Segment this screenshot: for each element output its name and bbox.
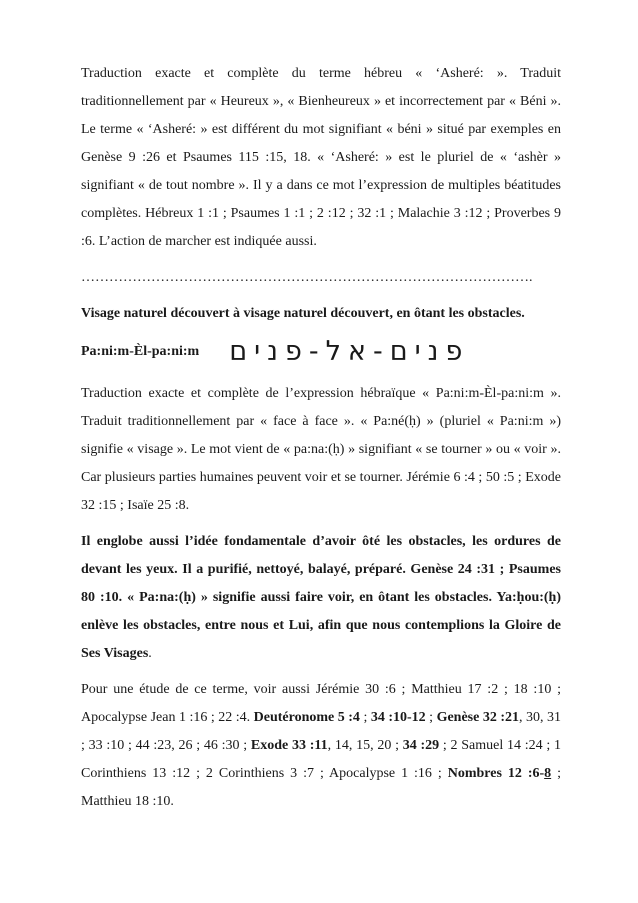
ref-bold: Genèse 32 :21 — [436, 710, 520, 725]
ref-text: ; — [359, 710, 371, 725]
ref-text: , 14, 15, 20 ; — [327, 738, 403, 753]
ref-text: ; 2 Samuel 14 :24 ; 1 Corinthiens 13 :12 ; 2 Corinthiens 3 :7 ; Apocalypse 1 :16 ; — [81, 738, 561, 781]
section-heading: Visage naturel découvert à visage naturel découvert, en ôtant les obstacles. — [81, 306, 525, 321]
spacer — [81, 668, 561, 676]
hebrew-term-line — [81, 332, 561, 372]
paragraph-references — [81, 676, 561, 816]
ref-text: Pour une étude de ce terme, voir aussi Jérémie 30 :6 ; Matthieu 17 :2 ; 18 :10 ; Apocalypse Jean 1 :16 ; 22 :4. — [81, 682, 561, 725]
spacer — [81, 256, 561, 264]
hebrew-text: פנים-אל-פנים — [229, 336, 470, 367]
spacer — [81, 372, 561, 380]
dotted-separator: ……………………………………………………………………………………. — [81, 270, 533, 285]
ref-bold: Nombres 12 :6- — [447, 766, 545, 781]
spacer — [81, 520, 561, 528]
bold-text: Il englobe aussi l’idée fondamentale d’avoir ôté les obstacles, les ordures de devant les yeux. Il a purifié, nettoyé, balayé, préparé. Genèse 24 :31 ; Psaumes 80 :10. « Pa:na:(ḥ) » signifie aussi faire voir, en ôtant les obstacles. Ya:ḥou:(ḥ) enlève les obstacles, entre nous et Lui, afin que nous contemplions la Gloire de Ses Visages — [81, 534, 561, 661]
ref-bold: Deutéronome 5 :4 — [253, 710, 360, 725]
ref-text: ; — [425, 710, 437, 725]
paragraph-panim: Traduction exacte et complète de l’expression hébraïque « Pa:ni:m-Èl-pa:ni:m ». Traduit traditionnellement par « face à face ». « Pa:né(ḥ) » (pluriel « Pa:ni:m ») signifie « visage ». Le mot vient de « pa:na:(ḥ) » signifiant « se tourner » ou « voir ». Car plusieurs parties humaines peuvent voir et se tourner. Jérémie 6 :4 ; 50 :5 ; Exode 32 :15 ; Isaïe 25 :8. — [81, 386, 561, 513]
ref-bold-underlined: 8 — [544, 766, 552, 781]
paragraph-obstacles — [81, 528, 561, 668]
ref-text: ; Matthieu 18 :10. — [81, 766, 561, 809]
ref-bold: 34 :10-12 — [370, 710, 426, 725]
ref-bold: 34 :29 — [402, 738, 440, 753]
ref-bold: Exode 33 :11 — [250, 738, 328, 753]
paragraph-asheré: Traduction exacte et complète du terme hébreu « ‘Asheré: ». Traduit traditionnellement par « Heureux », « Bienheureux » et incorrectement par « Béni ». Le terme « ‘Asheré: » est différent du mot signifiant « béni » situé par exemples en Genèse 9 :26 et Psaumes 115 :15, 18. « ‘Asheré: » est le pluriel de « ‘ashèr » signifiant « de tout nombre ». Il y a dans ce mot l’expression de multiples béatitudes complètes. Hébreux 1 :1 ; Psaumes 1 :1 ; 2 :12 ; 32 :1 ; Malachie 3 :12 ; Proverbes 9 :6. L’action de marcher est indiquée aussi. — [81, 66, 561, 249]
spacer — [81, 292, 561, 300]
plain-text: . — [148, 646, 152, 661]
transliteration-label: Pa:ni:m-Èl-pa:ni:m — [81, 344, 200, 359]
ref-text: , 30, 31 ; 33 :10 ; 44 :23, 26 ; 46 :30 ; — [81, 710, 562, 753]
document-page — [81, 60, 561, 816]
